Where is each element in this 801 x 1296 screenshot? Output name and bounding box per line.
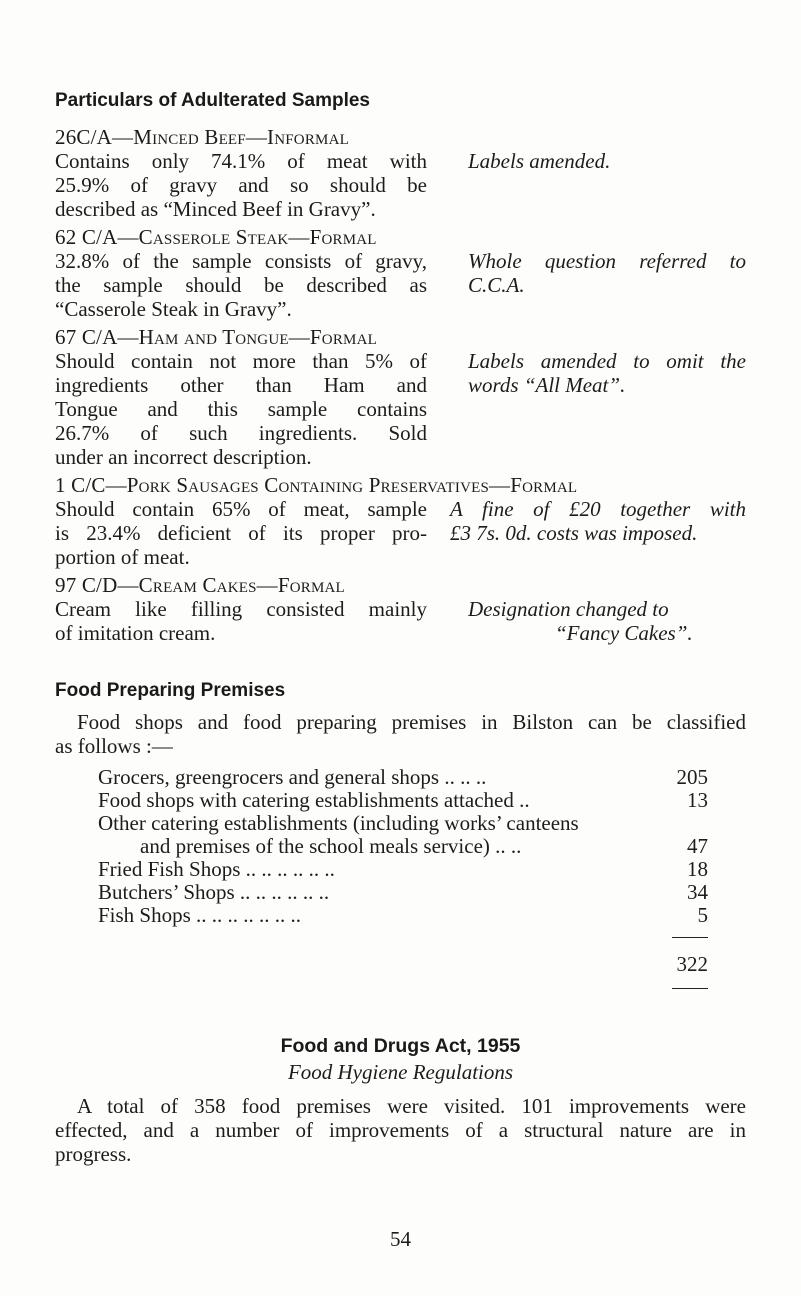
sample-text-line: Should contain 65% of meat, sample: [55, 497, 427, 521]
sample-text-line: ingredients other than Ham and: [55, 373, 427, 397]
page-number: 54: [390, 1227, 411, 1251]
premises-item-label: Fish Shops .. .. .. .. .. .. ..: [98, 903, 302, 927]
premises-item-count: 18: [687, 857, 708, 881]
act-body-line: effected, and a number of improvements of a structural nature are in: [55, 1118, 746, 1142]
act-title: Food and Drugs Act, 1955: [280, 1035, 521, 1057]
sample-text-line: Cream like filling consisted mainly: [55, 597, 427, 621]
section-heading-premises: Food Preparing Premises: [55, 680, 286, 701]
sample-action-line: “Fancy Cakes”.: [555, 621, 693, 645]
sample-action-line: Whole question referred to: [468, 249, 746, 273]
sample-text-line: “Casserole Steak in Gravy”.: [55, 297, 292, 321]
sample-action-line: Labels amended.: [468, 149, 611, 173]
act-body-line: progress.: [55, 1142, 132, 1166]
sample-title: 97 C/D—Cream Cakes—Formal: [55, 573, 345, 597]
premises-intro-line: Food shops and food preparing premises in Bilston can be classified: [77, 710, 746, 734]
sample-title: 67 C/A—Ham and Tongue—Formal: [55, 325, 377, 349]
sample-text-line: of imitation cream.: [55, 621, 216, 645]
sample-text-line: under an incorrect description.: [55, 445, 312, 469]
premises-item-label: Grocers, greengrocers and general shops .. .. ..: [98, 765, 487, 789]
sample-text-line: 25.9% of gravy and so should be: [55, 173, 427, 197]
act-subtitle: Food Hygiene Regulations: [287, 1060, 514, 1084]
sample-text-line: Tongue and this sample contains: [55, 397, 427, 421]
sample-text-line: Contains only 74.1% of meat with: [55, 149, 427, 173]
sample-text-line: the sample should be described as: [55, 273, 427, 297]
sample-title: 62 C/A—Casserole Steak—Formal: [55, 225, 377, 249]
sample-action-line: Designation changed to: [468, 597, 669, 621]
premises-item-label: Food shops with catering establishments attached ..: [98, 788, 530, 812]
total-rule-top: [672, 937, 708, 938]
premises-item-count: 205: [676, 765, 708, 789]
section-heading-particulars: Particulars of Adulterated Samples: [55, 90, 371, 111]
premises-item-label: Other catering establishments (including works’ canteens: [98, 811, 579, 835]
premises-item-count: 34: [687, 880, 708, 904]
sample-action-line: C.C.A.: [468, 273, 525, 297]
premises-item-label: Butchers’ Shops .. .. .. .. .. ..: [98, 880, 330, 904]
sample-action-line: £3 7s. 0d. costs was imposed.: [450, 521, 698, 545]
sample-text-line: described as “Minced Beef in Gravy”.: [55, 197, 376, 221]
sample-title: 26C/A—Minced Beef—Informal: [55, 125, 349, 149]
premises-item-label: Fried Fish Shops .. .. .. .. .. ..: [98, 857, 335, 881]
sample-text-line: Should contain not more than 5% of: [55, 349, 427, 373]
premises-item-label: and premises of the school meals service) .. ..: [140, 834, 522, 858]
premises-intro-line: as follows :—: [55, 734, 173, 758]
sample-text-line: 32.8% of the sample consists of gravy,: [55, 249, 427, 273]
sample-text-line: portion of meat.: [55, 545, 190, 569]
act-body-line: A total of 358 food premises were visited. 101 improvements were: [77, 1094, 746, 1118]
total-rule-bottom: [672, 988, 708, 989]
premises-total: 322: [676, 952, 708, 976]
premises-item-count: 13: [687, 788, 708, 812]
sample-text-line: is 23.4% deficient of its proper pro-: [55, 521, 427, 545]
sample-action-line: Labels amended to omit the: [468, 349, 746, 373]
premises-item-count: 47: [687, 834, 708, 858]
sample-title: 1 C/C—Pork Sausages Containing Preservatives—Formal: [55, 473, 578, 497]
premises-item-count: 5: [697, 903, 708, 927]
sample-action-line: A fine of £20 together with: [450, 497, 746, 521]
sample-text-line: 26.7% of such ingredients. Sold: [55, 421, 427, 445]
sample-action-line: words “All Meat”.: [468, 373, 626, 397]
